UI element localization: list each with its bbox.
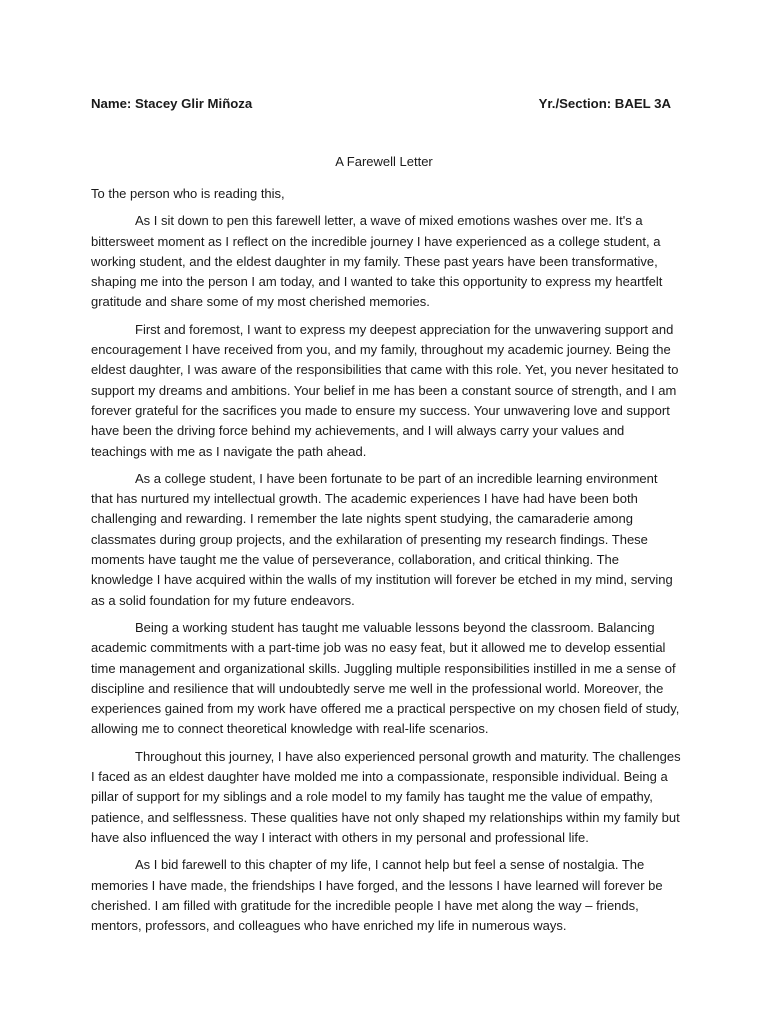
paragraph-6: As I bid farewell to this chapter of my life, I cannot help but feel a sense of nostalgia. The memories I have made, the friendships I have forged, and the lessons I have learned will forever be cherished. I am filled with gratitude for the incredible people I have met along the way – friends, mentors, professors, and colleagues who have enriched my life in numerous ways. <box>91 857 663 934</box>
year-section: Yr./Section: BAEL 3A <box>538 96 671 111</box>
paragraph-2: First and foremost, I want to express my deepest appreciation for the unwavering support and encouragement I have received from you, and my family, throughout my academic journey. Being the eldest daughter, I was aware of the responsibilities that came with this role. Yet, you never hesitated to support my dreams and ambitions. Your belief in me has been a constant source of strength, and I am forever grateful for the sacrifices you made to ensure my success. Your unwavering love and support have been the driving force behind my achievements, and I will always carry your values and teachings with me as I navigate the path ahead. <box>91 321 679 459</box>
student-name: Name: Stacey Glir Miñoza <box>91 96 253 111</box>
letter-title: A Farewell Letter <box>335 154 433 169</box>
paragraph-5: Throughout this journey, I have also experienced personal growth and maturity. The challenges I faced as an eldest daughter have molded me into a compassionate, responsible individual. Being a pillar of support for my siblings and a role model to my family has taught me the value of empathy, patience, and selflessness. These qualities have not only shaped my relationships within my family but have also influenced the way I interact with others in my personal and professional life. <box>91 748 681 845</box>
letter-salutation: To the person who is reading this, <box>91 186 285 201</box>
paragraph-4: Being a working student has taught me valuable lessons beyond the classroom. Balancing academic commitments with a part-time job was no easy feat, but it allowed me to develop essential time management and organizational skills. Juggling multiple responsibilities instilled in me a sense of discipline and resilience that will undoubtedly serve me well in the professional world. Moreover, the experiences gained from my work have offered me a practical perspective on my chosen field of study, allowing me to connect theoretical knowledge with real-life scenarios. <box>91 619 680 737</box>
document-header <box>91 96 671 111</box>
paragraph-1: As I sit down to pen this farewell letter, a wave of mixed emotions washes over me. It's a bittersweet moment as I reflect on the incredible journey I have experienced as a college student, a working student, and the eldest daughter in my family. These past years have been transformative, shaping me into the person I am today, and I wanted to take this opportunity to express my heartfelt gratitude and share some of my most cherished memories. <box>91 213 663 310</box>
paragraph-3: As a college student, I have been fortunate to be part of an incredible learning environment that has nurtured my intellectual growth. The academic experiences I have had have been both challenging and rewarding. I remember the late nights spent studying, the camaraderie among classmates during group projects, and the exhilaration of presenting my research findings. These moments have taught me the value of perseverance, collaboration, and critical thinking. The knowledge I have acquired within the walls of my institution will forever be etched in my mind, serving as a solid foundation for my future endeavors. <box>91 470 673 608</box>
letter-body <box>91 184 681 936</box>
